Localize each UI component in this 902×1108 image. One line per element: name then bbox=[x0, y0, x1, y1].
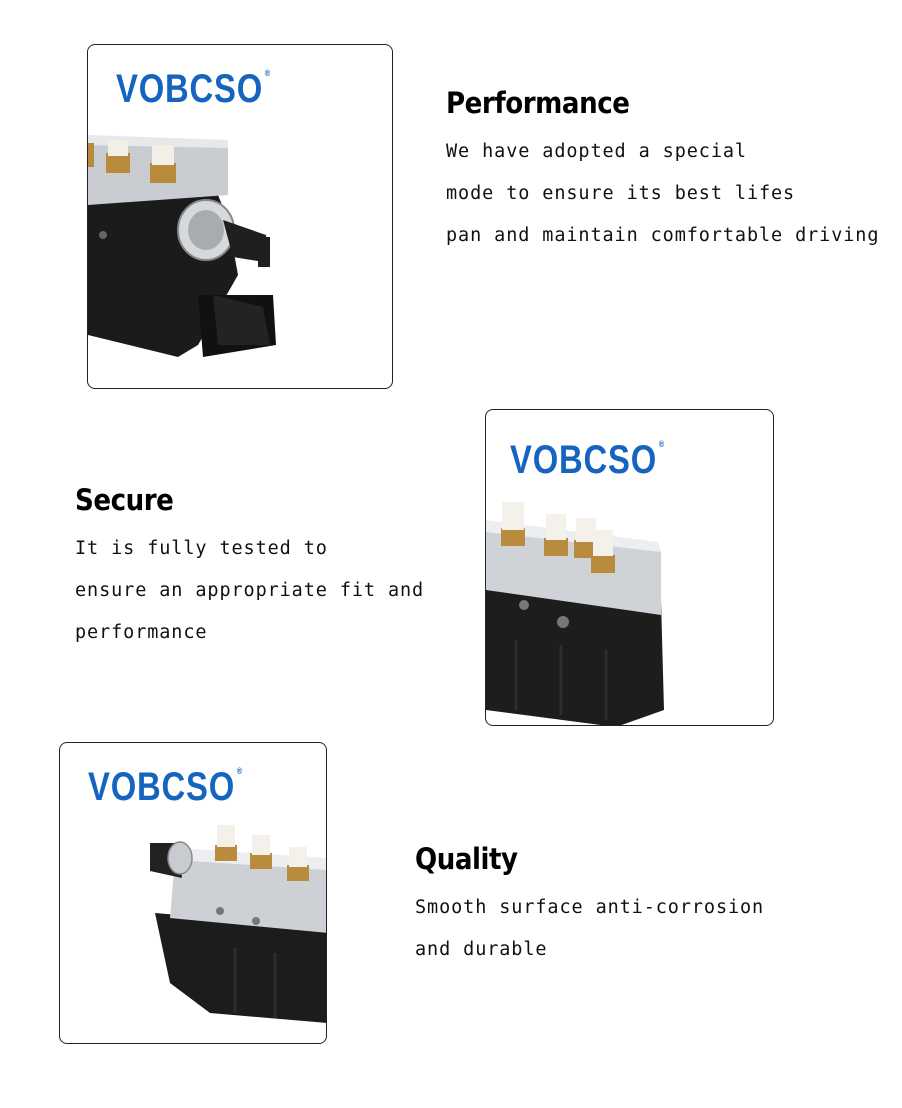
section-text-line: performance bbox=[75, 622, 208, 643]
section-heading-secure: Secure bbox=[75, 483, 174, 517]
product-image-card-2 bbox=[485, 409, 774, 726]
brand-logo: VOBCSO ® bbox=[510, 438, 665, 482]
valve-block-image-1 bbox=[88, 45, 393, 389]
section-text-line: Smooth surface anti-corrosion bbox=[415, 897, 765, 918]
section-text-line: and durable bbox=[415, 939, 548, 960]
section-text-line: mode to ensure its best lifes bbox=[446, 183, 796, 204]
section-heading-quality: Quality bbox=[415, 842, 518, 876]
product-image-card-3 bbox=[59, 742, 327, 1044]
product-image-card-1 bbox=[87, 44, 393, 389]
section-text-line: pan and maintain comfortable driving bbox=[446, 225, 880, 246]
section-text-line: It is fully tested to bbox=[75, 538, 328, 559]
valve-block-image-3 bbox=[60, 743, 327, 1044]
valve-block-image-2 bbox=[486, 410, 774, 726]
section-text-line: We have adopted a special bbox=[446, 141, 747, 162]
brand-logo: VOBCSO ® bbox=[116, 67, 271, 111]
section-text-line: ensure an appropriate fit and bbox=[75, 580, 425, 601]
brand-logo: VOBCSO ® bbox=[88, 765, 243, 809]
section-heading-performance: Performance bbox=[446, 86, 630, 120]
